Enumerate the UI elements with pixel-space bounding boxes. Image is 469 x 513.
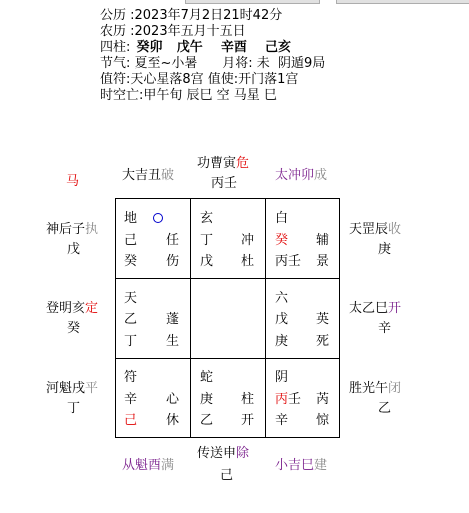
outer-top-right: 太冲卯成 (275, 168, 328, 183)
sizhu-hour: 己亥 (265, 40, 292, 55)
outer-bot-right: 小吉巳建 (275, 458, 328, 473)
palace-center[interactable] (190, 278, 264, 357)
palace-god: 六 (275, 291, 289, 306)
grid-divider-v2 (265, 199, 266, 437)
palace-stem-upper: 乙 (124, 312, 138, 327)
outer-left-top-sub: 戊 (67, 242, 81, 257)
palace-stem-upper: 己 (124, 233, 138, 248)
outer-bot-left: 从魁酉满 (122, 458, 175, 473)
zhifu-line: 值符:天心星落8宫 值使:开门落1宫 (100, 72, 299, 87)
nongli-line: 农历 :2023年五月十五日 (100, 24, 246, 39)
outer-bot-mid-sub: 己 (220, 468, 234, 483)
top-button-right[interactable] (336, 0, 469, 4)
palace-star: 英 (316, 312, 330, 327)
outer-right-bot: 胜光午闭 (349, 381, 402, 396)
palace-door: 景 (316, 254, 330, 269)
kongwang-line: 时空亡:甲午旬 辰巳 空 马星 巳 (100, 88, 277, 103)
jieqi-line: 节气: 夏至~小暑 月将: 未 阴遁9局 (100, 56, 326, 71)
sizhu-label: 四柱: (100, 40, 131, 55)
palace-stem-lower: 丁 (124, 334, 138, 349)
palace-door: 伤 (166, 254, 180, 269)
palace-star: 冲 (241, 233, 255, 248)
palace-stem-lower: 庚 (275, 334, 289, 349)
palace-stem-lower: 丙壬 (275, 254, 302, 269)
top-button-left[interactable] (185, 0, 320, 4)
palace-star: 蓬 (166, 312, 180, 327)
outer-top-left: 大吉丑破 (122, 168, 175, 183)
palace-god: 蛇 (200, 370, 214, 385)
palace-stem-lower: 己 (124, 413, 138, 428)
outer-left-bot-sub: 丁 (67, 401, 81, 416)
palace-stem-lower: 乙 (200, 413, 214, 428)
palace-door: 惊 (316, 413, 330, 428)
palace-door: 开 (241, 413, 255, 428)
palace-god: 符 (124, 370, 138, 385)
outer-bot-mid: 传送申除 (197, 446, 250, 461)
palace-star: 芮 (316, 392, 330, 407)
sizhu-line (100, 40, 291, 55)
palace-star: 柱 (241, 392, 255, 407)
palace-stem-upper: 癸 (275, 233, 289, 248)
ma-marker: 马 (66, 174, 80, 189)
palace-door: 杜 (241, 254, 255, 269)
palace-stem-upper: 丙壬 (275, 392, 302, 407)
palace-stem-upper: 辛 (124, 392, 138, 407)
palace-door: 生 (166, 334, 180, 349)
outer-top-mid-sub: 丙壬 (211, 176, 238, 191)
outer-right-mid: 太乙巳开 (349, 301, 402, 316)
palace-god: 天 (124, 291, 138, 306)
palace-door: 休 (166, 413, 180, 428)
sizhu-day: 辛酉 (220, 40, 247, 55)
outer-left-mid-sub: 癸 (67, 321, 81, 336)
palace-star: 任 (166, 233, 180, 248)
palace-stem-lower: 辛 (275, 413, 289, 428)
palace-stem-upper: 丁 (200, 233, 214, 248)
outer-right-top: 天罡辰收 (349, 222, 402, 237)
outer-left-bot: 河魁戌平 (46, 381, 99, 396)
palace-stem-lower: 癸 (124, 254, 138, 269)
palace-god: 阴 (275, 370, 289, 385)
outer-left-top: 神后子执 (46, 222, 99, 237)
grid-divider-h2 (116, 358, 339, 359)
outer-top-mid: 功曹寅危 (197, 156, 250, 171)
outer-right-top-sub: 庚 (378, 242, 392, 257)
palace-god: 白 (275, 211, 289, 226)
palace-stem-upper: 戊 (275, 312, 289, 327)
palace-stem-upper: 庚 (200, 392, 214, 407)
outer-right-bot-sub: 乙 (378, 401, 392, 416)
gongli-line: 公历 :2023年7月2日21时42分 (100, 8, 283, 23)
palace-star: 辅 (316, 233, 330, 248)
outer-left-mid: 登明亥定 (46, 301, 99, 316)
palace-stem-lower: 戊 (200, 254, 214, 269)
palace-god: 地 (124, 211, 138, 226)
circle-icon (153, 211, 163, 227)
palace-star: 心 (166, 392, 180, 407)
palace-god: 玄 (200, 211, 214, 226)
sizhu-year: 癸卯 (136, 40, 163, 55)
sizhu-month: 戊午 (176, 40, 203, 55)
palace-door: 死 (316, 334, 330, 349)
outer-right-mid-sub: 辛 (378, 321, 392, 336)
